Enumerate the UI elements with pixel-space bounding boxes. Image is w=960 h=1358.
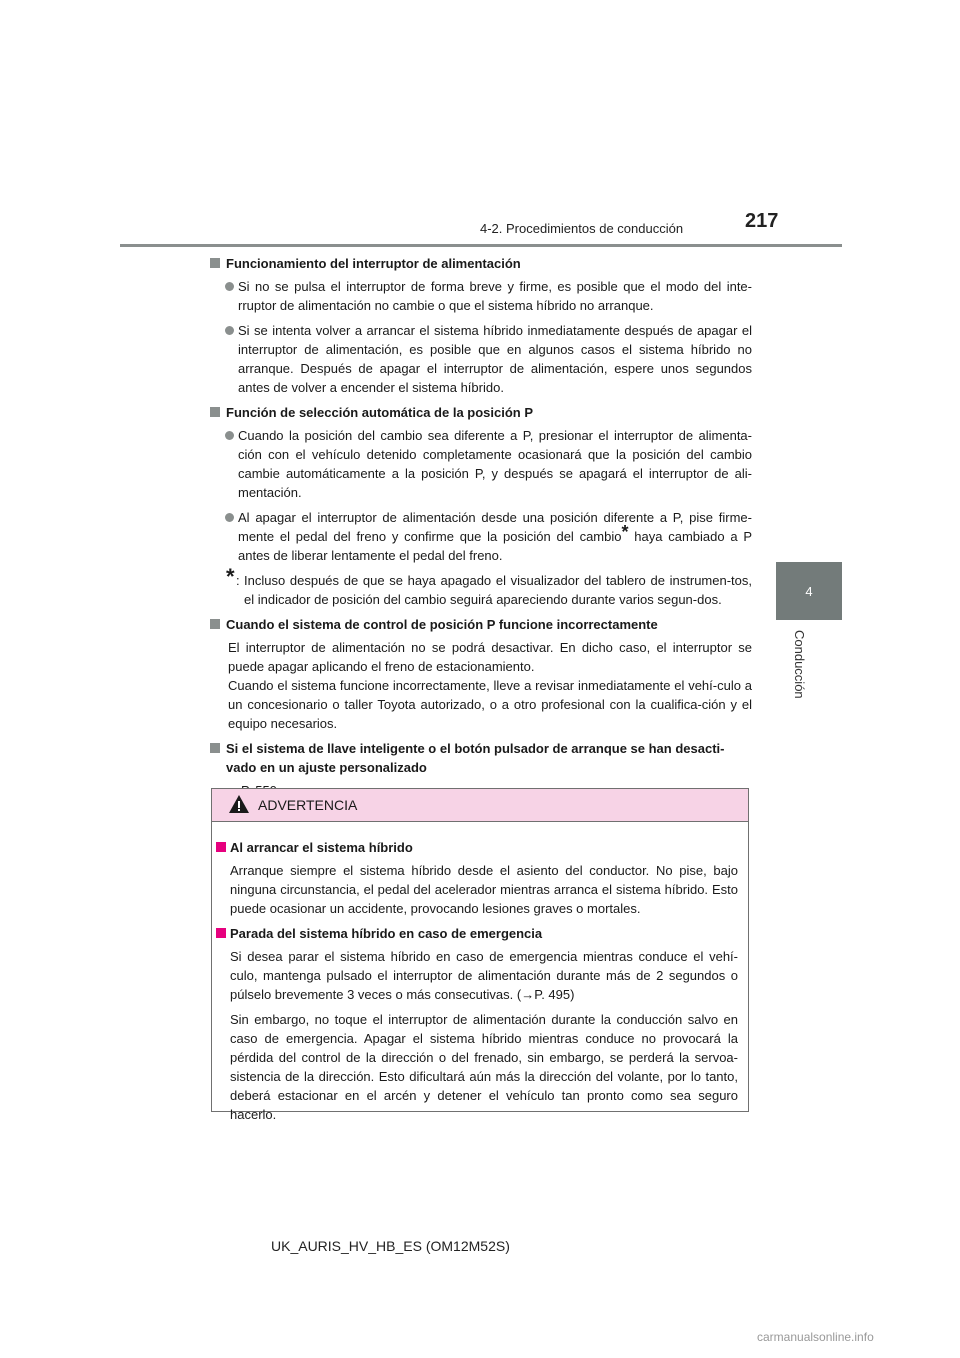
paragraph: Cuando el sistema funcione incorrectamente, lleve a revisar inmediatamente el vehí-culo a un concesionario o taller Toyota autorizado, o a otro profesional con la cualifica-ción y el equipo necesarios. — [228, 678, 752, 731]
square-bullet-icon — [216, 842, 226, 852]
footer-document-code: UK_AURIS_HV_HB_ES (OM12M52S) — [271, 1238, 510, 1254]
square-bullet-icon — [216, 928, 226, 938]
square-bullet-icon — [210, 743, 220, 753]
warning-body — [212, 822, 748, 1124]
footnote-mark: * — [226, 564, 235, 589]
watermark: carmanualsonline.info — [757, 1330, 874, 1344]
warning-header — [212, 789, 748, 822]
section-heading: Función de selección automática de la posición P — [210, 403, 752, 422]
paragraph: El interruptor de alimentación no se podrá desactivar. En dicho caso, el interruptor se puede apagar aplicando el freno de estacionamiento. — [228, 640, 752, 674]
section-heading: Cuando el sistema de control de posición P funcione incorrectamente — [210, 615, 752, 634]
header-chapter-title: 4-2. Procedimientos de conducción — [480, 221, 684, 236]
bullet-item: Al apagar el interruptor de alimentación desde una posición diferente a P, pise firme-mente el pedal del freno y confirme que la posición del cambio* haya cambiado a P antes de liberar lentamente el pedal del freno. — [210, 508, 752, 565]
circle-bullet-icon — [225, 431, 234, 440]
bullet-item: Si se intenta volver a arrancar el sistema híbrido inmediatamente después de apagar el interruptor de alimentación, es posible que en algunos casos el sistema híbrido no arranque. Después de apagar el interruptor de alimentación, espere unos segundos antes de volver a encender el sistema híbrido. — [210, 321, 752, 397]
square-bullet-icon — [210, 258, 220, 268]
circle-bullet-icon — [225, 513, 234, 522]
square-bullet-icon — [210, 407, 220, 417]
footnote-star: * — [621, 521, 629, 542]
footnote-colon: : — [236, 573, 240, 588]
page-number: 217 — [745, 210, 779, 232]
section-heading: Si el sistema de llave inteligente o el botón pulsador de arranque se han desacti-vado en un ajuste personalizado — [210, 739, 752, 777]
warning-triangle-icon — [228, 794, 250, 817]
footnote: * : Incluso después de que se haya apagado el visualizador del tablero de instrumen-tos, el indicador de posición del cambio seguirá apareciendo durante varios segun-dos. — [226, 564, 752, 607]
header-rule — [120, 244, 842, 247]
square-bullet-icon — [210, 619, 220, 629]
chapter-side-label: Conducción — [792, 630, 807, 699]
warning-title: ADVERTENCIA — [258, 797, 358, 813]
warning-heading: Parada del sistema híbrido en caso de emergencia — [216, 924, 738, 943]
warning-box — [211, 788, 749, 1122]
main-content — [210, 254, 752, 800]
paragraph: Si desea parar el sistema híbrido en caso de emergencia mientras conduce el vehí-culo, mantenga pulsado el interruptor de alimentación durante más de 2 segundos o púlselo brevemente 3 veces o más consecutivas. (→P. 495) — [230, 949, 738, 1002]
paragraph: Sin embargo, no toque el interruptor de alimentación durante la conducción salvo en caso de emergencia. Apagar el sistema híbrido mientras conduce no provocará la pérdida del control de la dirección o del frenado, sin embargo, se perderá la servoa-sistencia de la dirección. Esto dificultará aún más la dirección del volante, por lo tanto, deberá estacionar en el arcén y detener el vehículo tan pronto como sea seguro hacerlo. — [230, 1012, 738, 1122]
section-heading: Funcionamiento del interruptor de alimentación — [210, 254, 752, 273]
warning-heading: Al arrancar el sistema híbrido — [216, 838, 738, 857]
chapter-number: 4 — [805, 583, 813, 599]
paragraph: Arranque siempre el sistema híbrido desde el asiento del conductor. No pise, bajo ninguna circunstancia, el pedal del acelerador mientras arranca el sistema híbrido. Esto puede ocasionar un accidente, provocando lesiones graves o mortales. — [230, 863, 738, 916]
chapter-side-tab — [776, 562, 842, 620]
bullet-item: Si no se pulsa el interruptor de forma breve y firme, es posible que el modo del inte-rruptor de alimentación no cambie o que el sistema híbrido no arranque. — [210, 277, 752, 315]
circle-bullet-icon — [225, 326, 234, 335]
bullet-item: Cuando la posición del cambio sea diferente a P, presionar el interruptor de alimenta-ción con el vehículo detenido completamente ocasionará que la posición del cambio cambie automáticamente a la posición P, y después se apagará el interruptor de ali-mentación. — [210, 426, 752, 502]
circle-bullet-icon — [225, 282, 234, 291]
